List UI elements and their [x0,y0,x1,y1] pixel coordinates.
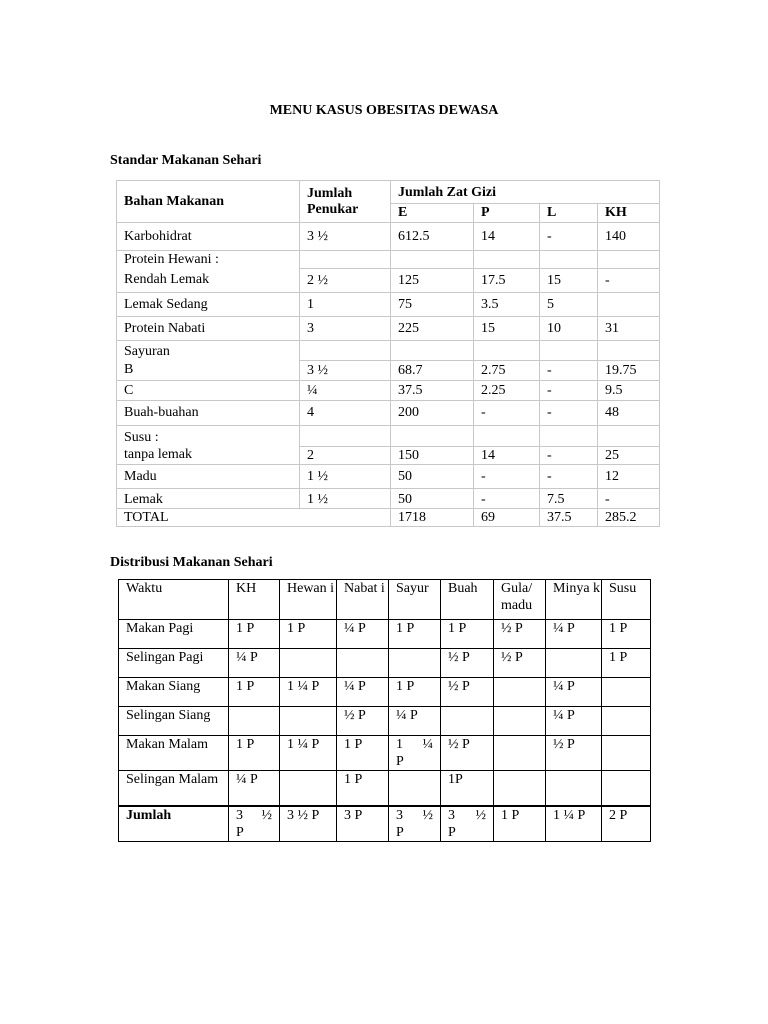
table-cell: 50 [391,488,474,508]
table-cell [441,707,494,736]
table-cell: 14 [474,223,540,251]
table-row [117,340,660,360]
table-cell: 75 [391,292,474,316]
table-cell [474,340,540,360]
header-nabati: Nabat i [337,580,389,620]
table-cell: 1 P [229,620,280,649]
table-cell: Makan Siang [119,678,229,707]
table-row [117,464,660,488]
table-cell: Protein Hewani : [117,251,300,269]
table-cell: 4 [300,400,391,425]
table-cell: Makan Pagi [119,620,229,649]
table-cell: Madu [117,464,300,488]
table-cell: 285.2 [598,508,660,526]
table-cell [391,251,474,269]
table-cell: 15 [540,268,598,292]
table-cell: Rendah Lemak [117,268,300,292]
table-cell: Karbohidrat [117,223,300,251]
table-cell: 1 [300,292,391,316]
table-cell: Selingan Pagi [119,649,229,678]
section-title-distribusi: Distribusi Makanan Sehari [110,555,273,570]
table-cell: ¼ [300,380,391,400]
table-cell: ½ P [441,678,494,707]
table-cell [598,425,660,446]
table-cell [494,736,546,771]
table-cell: 3.5 [474,292,540,316]
table-cell [389,649,441,678]
table-cell: ½ P [337,707,389,736]
table-cell: 1 P [602,649,651,678]
table-cell [540,340,598,360]
table-cell: ¼ P [546,620,602,649]
table-row [117,360,660,380]
table-cell: 1 P [229,736,280,771]
table-cell: - [540,464,598,488]
table-cell [300,251,391,269]
table-cell [441,806,494,842]
jumlah-label: Jumlah [119,806,229,842]
header-bahan: Bahan Makanan [117,181,300,223]
table-cell: 1 P [494,806,546,842]
table-cell [598,292,660,316]
table-header-row [117,181,660,204]
table-cell: - [474,488,540,508]
header-buah: Buah [441,580,494,620]
table-row [117,251,660,269]
cell-part: P [236,824,244,840]
cell-part: 3 [448,807,455,823]
table-cell: ¼ P [546,678,602,707]
table-cell: 37.5 [391,380,474,400]
table-row [119,736,651,771]
table-cell: ½ P [546,736,602,771]
cell-part: P [396,824,404,840]
standar-makanan-table [116,180,660,527]
table-cell [389,736,441,771]
table-cell: 1718 [391,508,474,526]
table-cell [598,251,660,269]
header-waktu: Waktu [119,580,229,620]
table-cell [602,678,651,707]
header-kh: KH [229,580,280,620]
table-cell [546,649,602,678]
cell-part: ½ [475,807,486,823]
cell-part: P [448,824,456,840]
table-cell: 2 P [602,806,651,842]
table-cell [598,340,660,360]
header-gula-madu: Gula/ madu [494,580,546,620]
cell-part: ¼ [422,737,433,752]
table-cell [280,707,337,736]
table-cell: 50 [391,464,474,488]
table-cell: 3 ½ [300,360,391,380]
table-cell: 1 P [337,771,389,806]
table-row [117,425,660,446]
table-cell: 48 [598,400,660,425]
table-cell: 17.5 [474,268,540,292]
table-row [117,446,660,464]
table-cell: tanpa lemak [117,446,300,464]
table-cell: 1 P [229,678,280,707]
table-row [117,268,660,292]
table-cell: 3 ½ P [280,806,337,842]
table-cell: - [540,446,598,464]
cell-part: 3 [236,807,243,823]
table-cell [280,649,337,678]
table-cell: B [117,360,300,380]
table-row [117,223,660,251]
table-cell: C [117,380,300,400]
table-row [117,508,660,526]
table-cell: 31 [598,316,660,340]
header-kh: KH [598,204,660,223]
table-header-row [119,580,651,620]
table-row [117,380,660,400]
table-cell [602,707,651,736]
table-cell: 1 ½ [300,464,391,488]
table-cell: - [598,268,660,292]
table-cell: 68.7 [391,360,474,380]
table-cell: 37.5 [540,508,598,526]
table-cell [540,425,598,446]
table-cell: 10 [540,316,598,340]
table-cell: - [474,464,540,488]
table-cell: ½ P [494,620,546,649]
table-row [117,488,660,508]
table-cell: - [540,380,598,400]
table-cell: 2 ½ [300,268,391,292]
table-cell [337,649,389,678]
header-minyak: Minya k [546,580,602,620]
table-cell: 1 ¼ P [280,736,337,771]
table-cell: - [540,360,598,380]
table-cell: ¼ P [229,649,280,678]
table-cell: 1 P [389,678,441,707]
cell-part: ½ [261,807,272,823]
table-cell [602,736,651,771]
table-cell [474,251,540,269]
header-sayur: Sayur [389,580,441,620]
table-cell: ¼ P [337,678,389,707]
table-cell: Lemak Sedang [117,292,300,316]
table-cell: Lemak [117,488,300,508]
table-cell: 2.75 [474,360,540,380]
table-cell: Sayuran [117,340,300,360]
table-cell: ¼ P [337,620,389,649]
table-cell: 225 [391,316,474,340]
table-cell: ½ P [494,649,546,678]
table-cell: 3 P [337,806,389,842]
table-cell: 1 ¼ P [546,806,602,842]
table-cell: 9.5 [598,380,660,400]
table-cell: 200 [391,400,474,425]
table-row [117,292,660,316]
header-p: P [474,204,540,223]
table-cell [494,707,546,736]
table-row [117,400,660,425]
table-cell: 1 P [602,620,651,649]
table-cell: ¼ P [229,771,280,806]
table-cell: 1 P [280,620,337,649]
table-cell [494,678,546,707]
header-zat-gizi: Jumlah Zat Gizi [391,181,660,204]
total-label: TOTAL [117,508,391,526]
table-cell: - [474,400,540,425]
table-cell: ½ P [441,649,494,678]
table-cell [389,806,441,842]
distribusi-makanan-table [118,579,651,842]
table-cell: 1P [441,771,494,806]
table-cell [229,806,280,842]
table-cell: 15 [474,316,540,340]
table-cell: Buah-buahan [117,400,300,425]
table-cell: Makan Malam [119,736,229,771]
table-row [119,620,651,649]
table-cell [391,340,474,360]
cell-part: 3 [396,807,403,823]
table-cell: 1 P [441,620,494,649]
header-susu: Susu [602,580,651,620]
table-cell: 2 [300,446,391,464]
header-e: E [391,204,474,223]
table-cell: - [540,223,598,251]
table-cell: Protein Nabati [117,316,300,340]
cell-part: 1 [396,737,403,752]
table-cell [300,425,391,446]
table-cell: ¼ P [546,707,602,736]
table-cell: 14 [474,446,540,464]
header-jumlah-penukar: Jumlah Penukar [300,181,391,223]
table-row [119,771,651,806]
table-cell [546,771,602,806]
header-hewani: Hewan i [280,580,337,620]
table-cell: 1 ¼ P [280,678,337,707]
cell-part: P [396,754,404,769]
table-cell: 3 [300,316,391,340]
table-cell: 1 ½ [300,488,391,508]
table-cell: 7.5 [540,488,598,508]
table-cell [300,340,391,360]
table-cell: 5 [540,292,598,316]
table-row [117,316,660,340]
table-cell: Susu : [117,425,300,446]
table-row [119,649,651,678]
table-cell: ¼ P [389,707,441,736]
table-cell [474,425,540,446]
table-row [119,678,651,707]
table-cell [389,771,441,806]
table-cell: 612.5 [391,223,474,251]
table-cell [391,425,474,446]
table-cell [602,771,651,806]
table-cell [540,251,598,269]
table-cell: Selingan Malam [119,771,229,806]
table-cell: Selingan Siang [119,707,229,736]
document-title: MENU KASUS OBESITAS DEWASA [269,103,499,118]
table-cell: - [540,400,598,425]
section-title-standar: Standar Makanan Sehari [110,153,262,168]
table-cell [229,707,280,736]
table-cell: 2.25 [474,380,540,400]
table-cell: 69 [474,508,540,526]
table-cell: 19.75 [598,360,660,380]
table-cell [494,771,546,806]
table-cell: 150 [391,446,474,464]
table-cell: - [598,488,660,508]
table-cell: 25 [598,446,660,464]
table-total-row [119,806,651,842]
table-cell: 12 [598,464,660,488]
header-l: L [540,204,598,223]
table-cell [280,771,337,806]
table-cell: 1 P [337,736,389,771]
table-cell: 125 [391,268,474,292]
table-cell: 140 [598,223,660,251]
table-cell: 3 ½ [300,223,391,251]
cell-part: ½ [422,807,433,823]
table-row [119,707,651,736]
table-cell: ½ P [441,736,494,771]
table-cell: 1 P [389,620,441,649]
